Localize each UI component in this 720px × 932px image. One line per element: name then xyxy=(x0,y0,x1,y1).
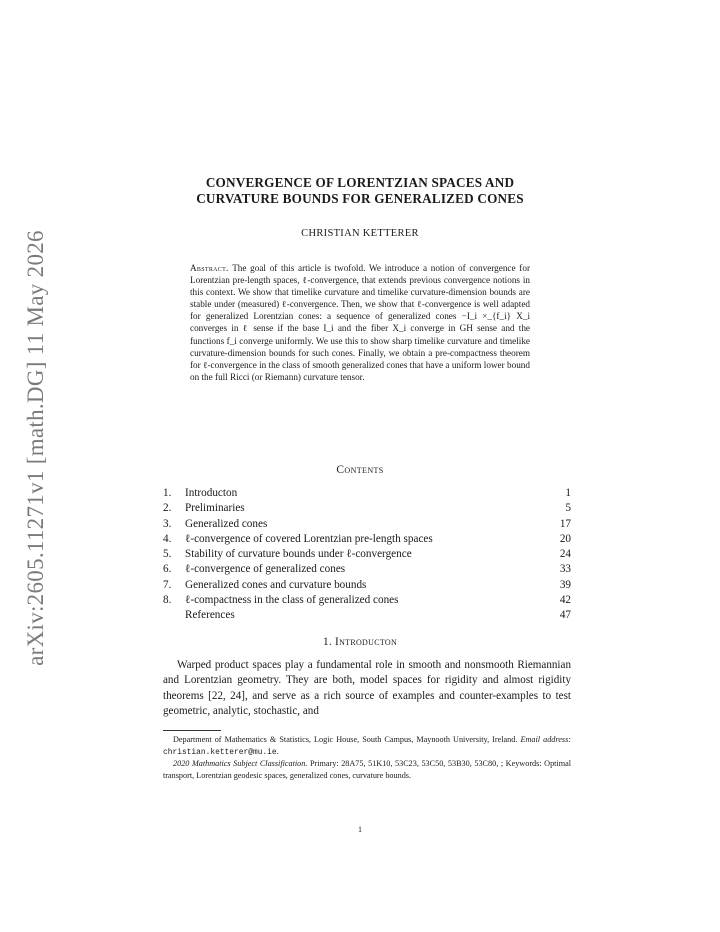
page-number: 1 xyxy=(358,825,362,834)
section-heading xyxy=(150,636,570,648)
toc-entry-page: 42 xyxy=(559,594,571,607)
toc-entry-number: 6. xyxy=(163,563,172,576)
section-number: 1. xyxy=(322,636,332,648)
toc-entry-label: Preliminaries xyxy=(185,502,245,515)
toc-entry-number: 5. xyxy=(163,548,172,561)
toc-entry[interactable] xyxy=(163,608,571,623)
abstract-label: Abstract. xyxy=(190,263,229,273)
toc-entry-number xyxy=(163,608,185,623)
footnote-affiliation: Department of Mathematics & Statistics, Logic House, South Campus, Maynooth University, Ireland. Email address: christian.ketterer@mu.ie. xyxy=(163,735,571,757)
toc-entry-number: 1. xyxy=(163,487,172,499)
toc-entry-number: 7. xyxy=(163,578,172,591)
toc-entry[interactable] xyxy=(163,562,571,577)
toc-entry-number: 2. xyxy=(163,502,172,515)
toc-entry-label: ℓ-compactness in the class of generalized cones xyxy=(185,594,399,607)
body-paragraph: Warped product spaces play a fundamental role in smooth and nonsmooth Riemannian and Lorentzian geometry. They are both, model spaces for rigidity and almost rigidity theorems [22, 24], and serve as a rich source of examples and counter-examples to test geometric, analytic, stochastic, and xyxy=(163,659,571,718)
toc-entry-page: 47 xyxy=(559,609,571,622)
keywords: Keywords: Optimal transport, Lorentzian geodesic spaces, generalized cones, curvature bounds. xyxy=(163,759,572,780)
toc-entry-label: Introducton xyxy=(185,487,238,499)
toc-entry-page: 1 xyxy=(565,487,571,499)
email-label: Email address: xyxy=(520,735,571,744)
abstract-text: The goal of this article is twofold. We introduce a notion of convergence for Lorentzian pre-length spaces, ℓ-convergence, that extends previous convergence notions in this context. We show that timelike curvature and timelike curvature-dimension bounds are stable under (measured) ℓ-convergence. Then, we show that ℓ-convergence is well adapted for generalized Lorentzian cones: a sequence of generalized cones −I_i ×_{f_i} X_i converges in ℓ sense if the base I_i and the fiber X_i converge in GH sense and the functions f_i converge uniformly. We use this to show sharp timelike curvature and timelike curvature-dimension bounds for such cones. Finally, we obtain a pre-compactness theorem for ℓ-convergence in the class of smooth generalized cones that have a uniform lower bound on the full Ricci (or Riemann) curvature tensor. xyxy=(190,263,531,382)
toc-entry[interactable] xyxy=(163,578,571,593)
section-title: Introducton xyxy=(335,636,398,648)
toc-entry-page: 5 xyxy=(565,502,571,515)
msc-codes: Primary: 28A75, 51K10, 53C23, 53C50, 53B30, 53C80, ; xyxy=(309,759,504,768)
toc-entry[interactable] xyxy=(163,517,571,532)
toc-entry-page: 17 xyxy=(559,517,571,530)
toc-entry-label: Generalized cones and curvature bounds xyxy=(185,578,367,591)
toc-entry[interactable] xyxy=(163,532,571,547)
author-name: CHRISTIAN KETTERER xyxy=(301,228,419,239)
contents-heading: Contents xyxy=(336,464,384,476)
toc-entry-label: Generalized cones xyxy=(185,517,268,530)
abstract xyxy=(190,262,530,383)
arxiv-identifier-stamp: arXiv:2605.11271v1 [math.DG] 11 May 2026 xyxy=(23,230,48,666)
toc-entry-number: 3. xyxy=(163,517,172,530)
toc-entry-page: 20 xyxy=(559,532,571,545)
title-line-2: CURVATURE BOUNDS FOR GENERALIZED CONES xyxy=(196,191,524,206)
toc-entry-label: References xyxy=(185,609,235,622)
toc-entry-page: 33 xyxy=(559,563,571,576)
msc-label: 2020 Mathmatics Subject Classification. xyxy=(173,759,308,768)
table-of-contents xyxy=(163,486,571,624)
toc-entry-page: 39 xyxy=(559,578,571,591)
toc-entry[interactable] xyxy=(163,593,571,608)
toc-entry-number: 8. xyxy=(163,594,172,607)
email-address: christian.ketterer@mu.ie xyxy=(163,747,277,757)
toc-entry-label: Stability of curvature bounds under ℓ-convergence xyxy=(185,548,412,561)
affiliation-text: Department of Mathematics & Statistics, Logic House, South Campus, Maynooth University, Ireland. xyxy=(173,735,518,744)
toc-entry[interactable] xyxy=(163,501,571,516)
title-line-1: CONVERGENCE OF LORENTZIAN SPACES AND xyxy=(205,175,515,190)
footnote-classification xyxy=(163,758,571,781)
toc-entry[interactable] xyxy=(163,486,571,501)
toc-entry-label: ℓ-convergence of generalized cones xyxy=(185,563,346,576)
footnote-divider xyxy=(163,730,221,731)
toc-entry-number: 4. xyxy=(163,532,172,545)
footnotes xyxy=(163,734,571,781)
toc-entry-label: ℓ-convergence of covered Lorentzian pre-length spaces xyxy=(185,532,433,545)
toc-entry-page: 24 xyxy=(559,548,571,561)
paper-title xyxy=(150,175,570,207)
toc-entry[interactable] xyxy=(163,547,571,562)
